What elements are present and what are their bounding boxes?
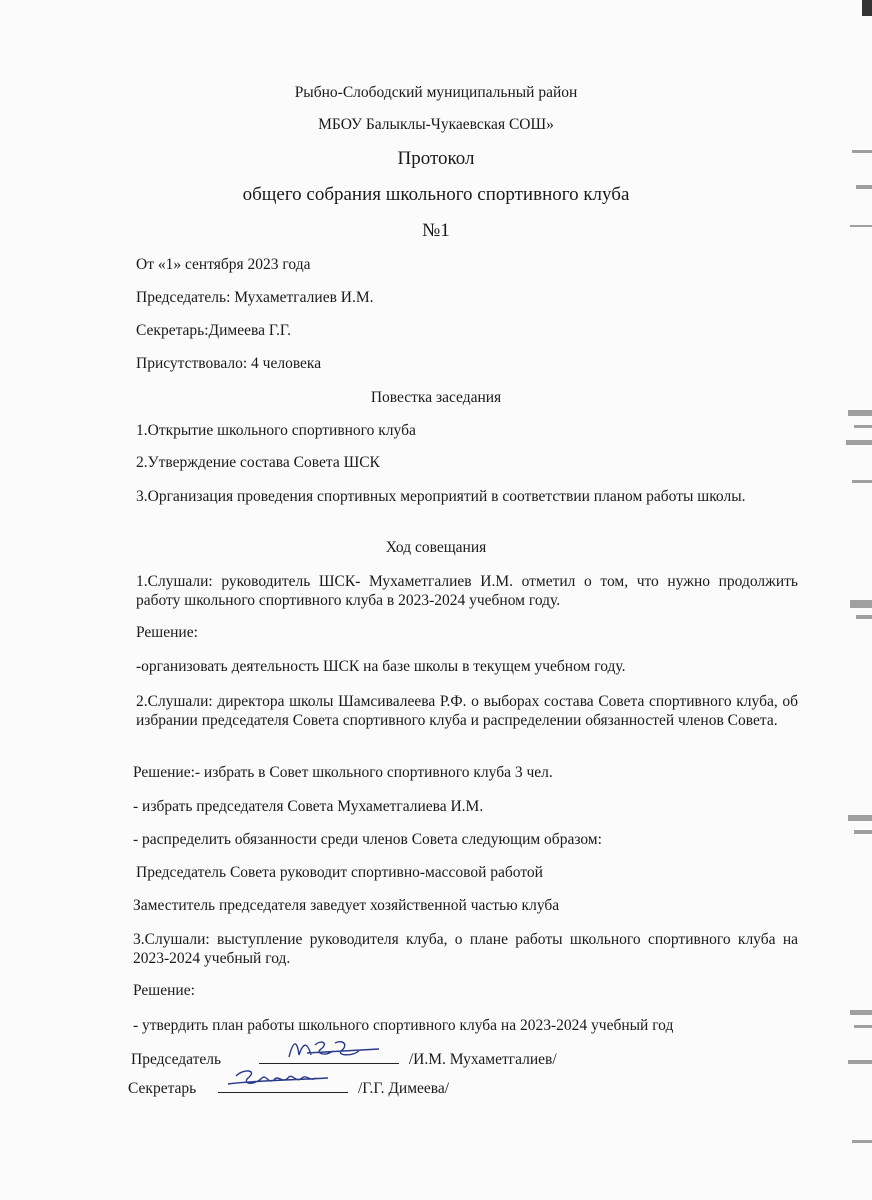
secretary-signature-row <box>128 1076 449 1098</box>
proceedings-heading: Ход совещания <box>385 539 487 556</box>
protocol-number: №1 <box>422 220 450 241</box>
secretary-signature-label: Секретарь <box>128 1080 197 1097</box>
secretary-signature <box>218 1076 348 1093</box>
present-count: Присутствовало: 4 человека <box>136 355 322 372</box>
item-2-decision-3: - распределить обязанности среди членов Совета следующим образом: <box>133 831 602 848</box>
agenda-heading: Повестка заседания <box>370 389 502 406</box>
district-name: Рыбно-Слободский муниципальный район <box>294 84 578 101</box>
document-subject: общего собрания школьного спортивного клуба <box>242 184 630 205</box>
item-2-decision-1: Решение:- избрать в Совет школьного спортивного клуба 3 чел. <box>133 764 553 781</box>
scan-edge-artifacts <box>812 0 872 1200</box>
item-1-heard: 1.Слушали: руководитель ШСК- Мухаметгалиев И.М. отметил о том, что нужно продолжить работу школьного спортивного клуба в 2023-2024 учебном году. <box>136 573 798 609</box>
chairman-signature-label: Председатель <box>131 1051 222 1068</box>
agenda-item-1: 1.Открытие школьного спортивного клуба <box>136 422 416 439</box>
agenda-item-3: 3.Организация проведения спортивных мероприятий в соответствии планом работы школы. <box>136 488 746 505</box>
item-1-decision: -организовать деятельность ШСК на базе школы в текущем учебном году. <box>136 658 626 675</box>
chairman-signature-name: /И.М. Мухаметгалиев/ <box>408 1051 557 1068</box>
item-2-heard: 2.Слушали: директора школы Шамсивалеева Р.Ф. о выборах состава Совета спортивного клуба, об избрании председателя Совета спортивного клуба и распределении обязанностей членов Совета. <box>136 693 798 729</box>
chairman-signature-scribble <box>259 1033 399 1063</box>
item-2-decision-5: Заместитель председателя заведует хозяйственной частью клуба <box>133 897 560 914</box>
item-3-heard: 3.Слушали: выступление руководителя клуба, о плане работы школьного спортивного клуба на 2023-2024 учебный год. <box>133 931 798 967</box>
secretary-signature-scribble <box>218 1062 348 1092</box>
secretary-signature-name: /Г.Г. Димеева/ <box>357 1080 450 1097</box>
item-2-decision-4: Председатель Совета руководит спортивно-массовой работой <box>136 864 543 881</box>
chairman-line: Председатель: Мухаметгалиев И.М. <box>136 289 374 306</box>
item-2-decision-2: - избрать председателя Совета Мухаметгалиева И.М. <box>133 798 484 815</box>
document-type: Протокол <box>397 148 475 169</box>
secretary-line: Секретарь:Димеева Г.Г. <box>136 322 292 339</box>
item-3-decision: - утвердить план работы школьного спортивного клуба на 2023-2024 учебный год <box>133 1017 674 1034</box>
meeting-date: От «1» сентября 2023 года <box>136 256 311 273</box>
agenda-item-2: 2.Утверждение состава Совета ШСК <box>136 454 380 471</box>
item-3-decision-label: Решение: <box>133 982 195 999</box>
school-name: МБОУ Балыклы-Чукаевская СОШ» <box>318 116 554 133</box>
item-1-decision-label: Решение: <box>136 624 198 641</box>
